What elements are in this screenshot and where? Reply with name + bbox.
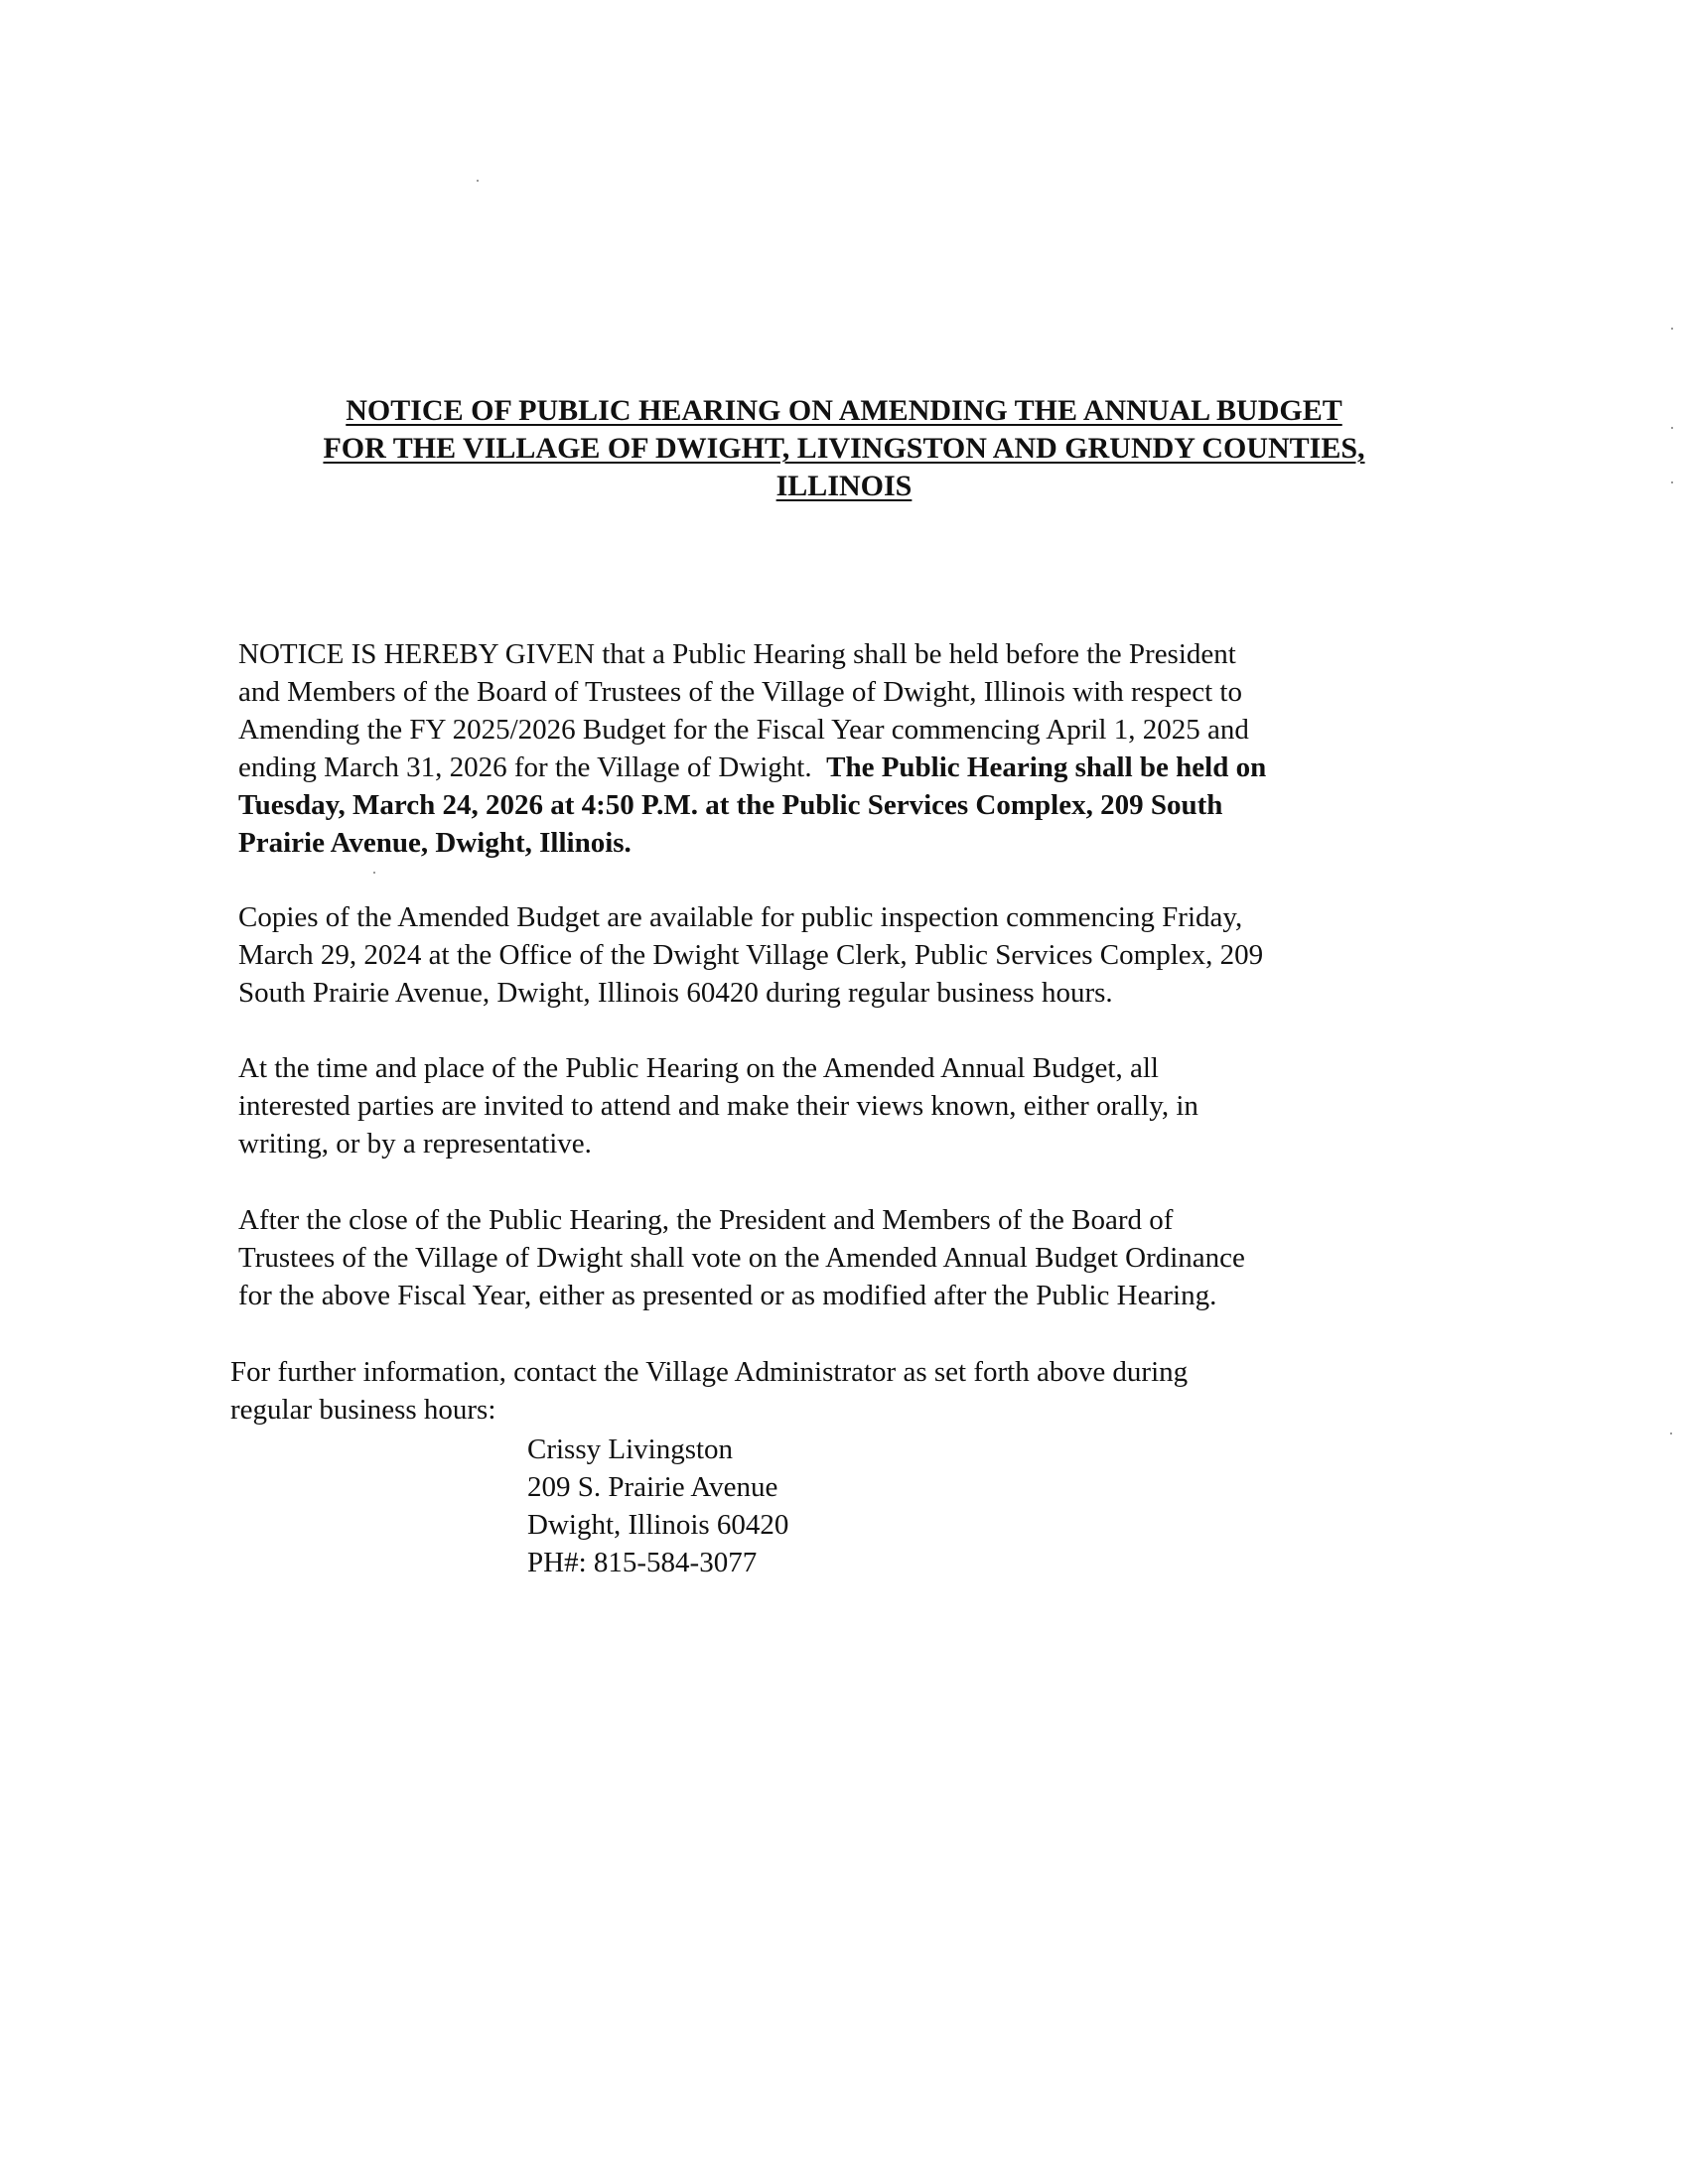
p4-line-1: After the close of the Public Hearing, the President and Members of the Board of: [238, 1204, 1174, 1236]
further-info-paragraph: [230, 1353, 1452, 1429]
p1-line-4-bold: The Public Hearing shall be held on: [826, 751, 1267, 783]
notice-title: [199, 392, 1489, 505]
budget-copies-paragraph: [238, 898, 1460, 1012]
contact-name: Crissy Livingston: [527, 1433, 734, 1465]
p5-line-2: regular business hours:: [230, 1394, 496, 1426]
p3-line-1: At the time and place of the Public Hearing on the Amended Annual Budget, all: [238, 1052, 1159, 1084]
scan-speck: [373, 872, 375, 874]
contact-phone: PH#: 815-584-3077: [527, 1547, 758, 1578]
contact-city: Dwight, Illinois 60420: [527, 1509, 789, 1541]
scan-speck: [1671, 481, 1673, 483]
p1-line-4: [238, 749, 1460, 786]
p2-line-1: Copies of the Amended Budget are available for public inspection commencing Friday,: [238, 901, 1243, 933]
p1-line-2: and Members of the Board of Trustees of the Village of Dwight, Illinois with respect to: [238, 676, 1242, 708]
p4-line-3: for the above Fiscal Year, either as presented or as modified after the Public Hearing.: [238, 1280, 1217, 1311]
contact-street: 209 S. Prairie Avenue: [527, 1471, 778, 1503]
scan-speck: [1671, 328, 1673, 330]
p3-line-2: interested parties are invited to attend and make their views known, either orally, in: [238, 1090, 1198, 1122]
title-line-3: ILLINOIS: [775, 470, 913, 502]
p1-line-5: Tuesday, March 24, 2026 at 4:50 P.M. at the Public Services Complex, 209 South: [238, 789, 1223, 821]
p4-line-2: Trustees of the Village of Dwight shall vote on the Amended Annual Budget Ordinance: [238, 1242, 1245, 1274]
p2-line-2: March 29, 2024 at the Office of the Dwight Village Clerk, Public Services Complex, 209: [238, 939, 1264, 971]
scan-speck: [1671, 427, 1673, 429]
p1-line-1: NOTICE IS HEREBY GIVEN that a Public Hearing shall be held before the President: [238, 638, 1236, 670]
p1-line-3: Amending the FY 2025/2026 Budget for the Fiscal Year commencing April 1, 2025 and: [238, 714, 1249, 746]
hearing-notice-paragraph: [238, 635, 1460, 862]
title-line-2: FOR THE VILLAGE OF DWIGHT, LIVINGSTON AND GRUNDY COUNTIES,: [323, 432, 1365, 465]
title-line-1: NOTICE OF PUBLIC HEARING ON AMENDING THE ANNUAL BUDGET: [346, 394, 1342, 427]
p1-line-6: Prairie Avenue, Dwight, Illinois.: [238, 827, 632, 859]
p2-line-3: South Prairie Avenue, Dwight, Illinois 60420 during regular business hours.: [238, 977, 1113, 1009]
p1-line-4-normal: ending March 31, 2026 for the Village of Dwight.: [238, 751, 812, 783]
contact-block: [527, 1431, 788, 1581]
scan-speck: [477, 180, 479, 182]
vote-paragraph: [238, 1201, 1460, 1314]
p3-line-3: writing, or by a representative.: [238, 1128, 592, 1160]
scan-speck: [1670, 1433, 1672, 1434]
invitation-paragraph: [238, 1049, 1460, 1162]
p5-line-1: For further information, contact the Village Administrator as set forth above during: [230, 1356, 1189, 1388]
